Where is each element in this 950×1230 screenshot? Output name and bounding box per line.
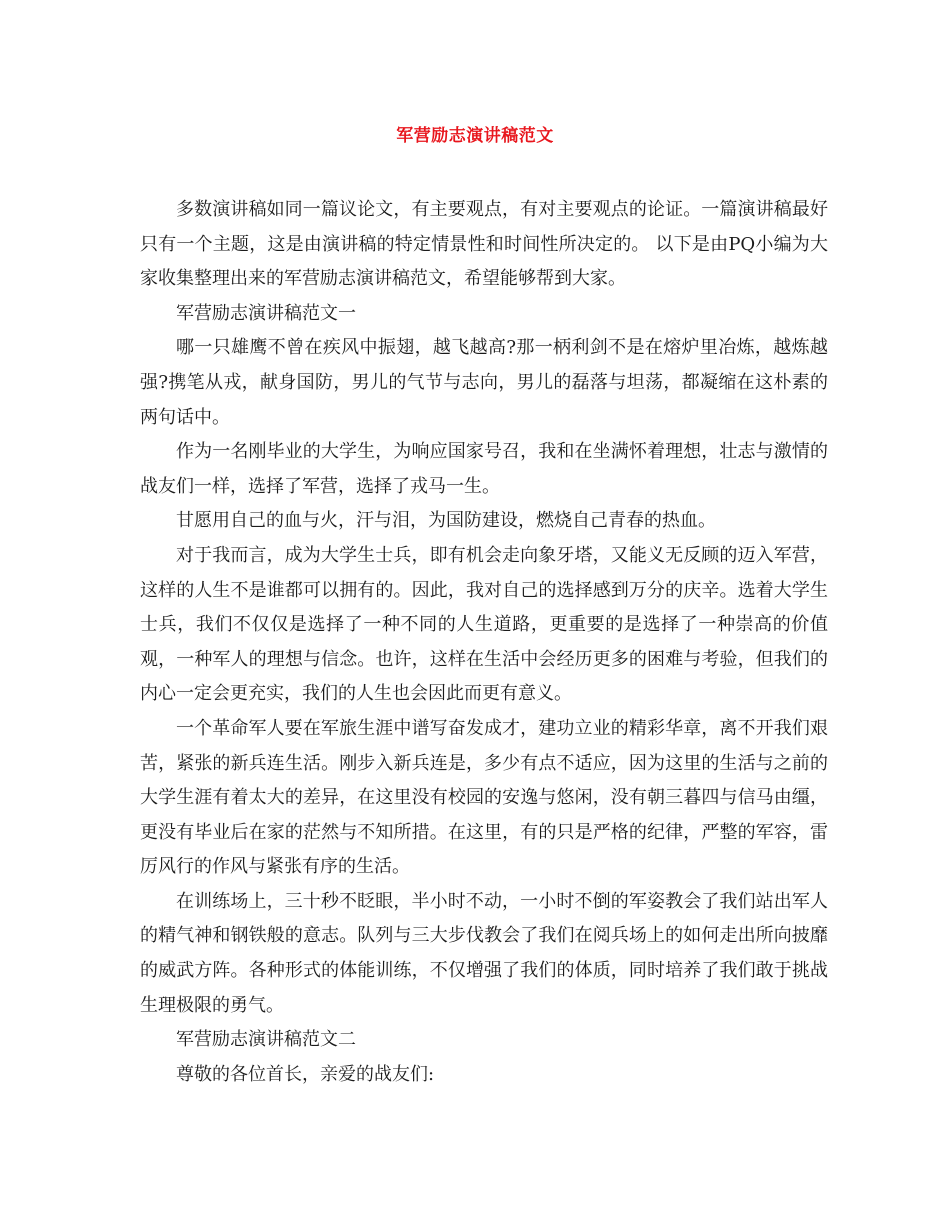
body-paragraph: 在训练场上，三十秒不眨眼，半小时不动，一小时不倒的军姿教会了我们站出军人的精气神和钢铁般的意志。队列与三大步伐教会了我们在阅兵场上的如何走出所向披靡的威武方阵。各种形式的体能训练，不仅增强了我们的体质，同时培养了我们敢于挑战生理极限的勇气。 xyxy=(140,890,828,1016)
document-body xyxy=(140,193,828,1092)
intro-paragraph: 多数演讲稿如同一篇议论文，有主要观点，有对主要观点的论证。一篇演讲稿最好只有一个主题，这是由演讲稿的特定情景性和时间性所决定的。 以下是由PQ小编为大家收集整理出来的军营励志演讲稿范文，希望能够帮到大家。 xyxy=(140,199,828,290)
body-paragraph: 哪一只雄鹰不曾在疾风中振翅，越飞越高?那一柄利剑不是在熔炉里冶炼，越炼越强?携笔从戎，献身国防，男儿的气节与志向，男儿的磊落与坦荡，都凝缩在这朴素的两句话中。 xyxy=(140,337,828,428)
document-title: 军营励志演讲稿范文 xyxy=(396,126,554,146)
section-heading-one: 军营励志演讲稿范文一 xyxy=(176,302,356,324)
salutation-paragraph: 尊敬的各位首长，亲爱的战友们: xyxy=(176,1063,435,1085)
body-paragraph: 一个革命军人要在军旅生涯中谱写奋发成才，建功立业的精彩华章，离不开我们艰苦，紧张的新兵连生活。刚步入新兵连是，多少有点不适应，因为这里的生活与之前的大学生涯有着太大的差异，在这里没有校园的安逸与悠闲，没有朝三暮四与信马由缰，更没有毕业后在家的茫然与不知所措。在这里，有的只是严格的纪律，严整的军容，雷厉风行的作风与紧张有序的生活。 xyxy=(140,717,828,878)
body-paragraph: 甘愿用自己的血与火，汗与泪，为国防建设，燃烧自己青春的热血。 xyxy=(176,510,716,532)
body-paragraph: 作为一名刚毕业的大学生，为响应国家号召，我和在坐满怀着理想，壮志与激情的战友们一样，选择了军营，选择了戎马一生。 xyxy=(140,441,828,497)
body-paragraph: 对于我而言，成为大学生士兵，即有机会走向象牙塔，又能义无反顾的迈入军营，这样的人生不是谁都可以拥有的。因此，我对自己的选择感到万分的庆辛。选着大学生士兵，我们不仅仅是选择了一种不同的人生道路，更重要的是选择了一种崇高的价值观，一种军人的理想与信念。也许，这样在生活中会经历更多的困难与考验，但我们的内心一定会更充实，我们的人生也会因此而更有意义。 xyxy=(140,544,828,705)
section-heading-two: 军营励志演讲稿范文二 xyxy=(176,1029,356,1051)
